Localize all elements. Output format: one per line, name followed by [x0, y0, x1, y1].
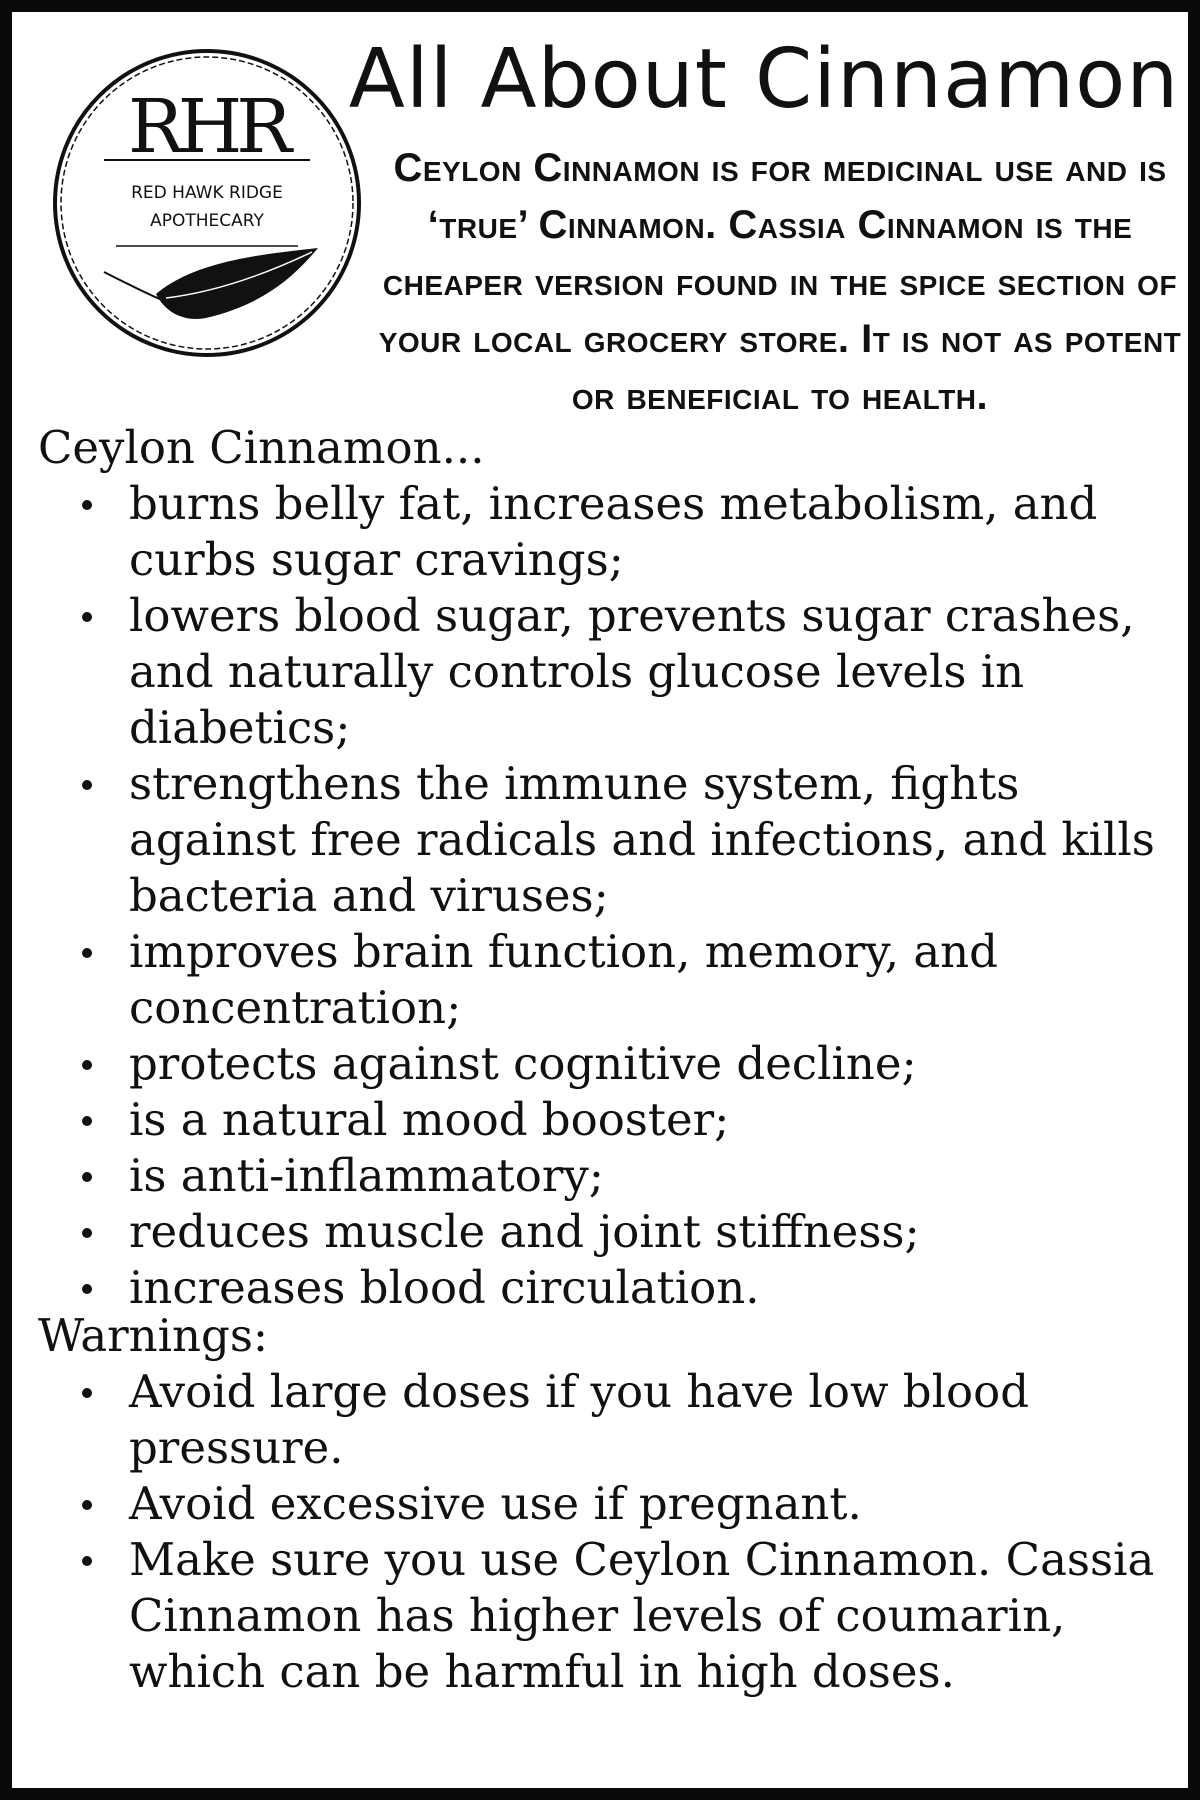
list-item-text: strengthens the immune system, fights against free radicals and infections, and kills bacteria and viruses; [129, 757, 1155, 922]
list-item-text: Make sure you use Ceylon Cinnamon. Cassia Cinnamon has higher levels of coumarin, which can be harmful in high doses. [129, 1533, 1155, 1698]
bullet-icon [82, 500, 92, 510]
list-item-text: Avoid excessive use if pregnant. [129, 1477, 862, 1530]
logo-monogram: RHR [128, 84, 286, 170]
bullet-icon [82, 948, 92, 958]
list-item [38, 756, 1188, 924]
benefits-section [38, 420, 1188, 1316]
bullet-icon [82, 780, 92, 790]
bullet-icon [82, 1284, 92, 1294]
bullet-icon [82, 1116, 92, 1126]
benefits-heading: Ceylon Cinnamon... [38, 421, 485, 474]
page-title: All About Cinnamon [348, 32, 1180, 127]
list-item-text: protects against cognitive decline; [129, 1037, 917, 1090]
bullet-icon [82, 1172, 92, 1182]
bullet-icon [82, 1500, 92, 1510]
apothecary-logo [46, 42, 368, 364]
list-item-text: increases blood circulation. [129, 1261, 760, 1314]
list-item-text: is anti-inflammatory; [129, 1149, 604, 1202]
bullet-icon [82, 1556, 92, 1566]
list-item [38, 1476, 1188, 1532]
warnings-list [38, 1364, 1188, 1700]
list-item [38, 924, 1188, 1036]
bullet-icon [82, 1388, 92, 1398]
list-item [38, 1148, 1188, 1204]
list-item [38, 1036, 1188, 1092]
bullet-icon [82, 612, 92, 622]
list-item-text: Avoid large doses if you have low blood pressure. [129, 1365, 1029, 1474]
list-item-text: reduces muscle and joint stiffness; [129, 1205, 920, 1258]
feather-icon [104, 248, 318, 319]
list-item-text: improves brain function, memory, and concentration; [129, 925, 998, 1034]
warnings-heading: Warnings: [38, 1309, 269, 1362]
list-item-text: is a natural mood booster; [129, 1093, 730, 1146]
list-item [38, 1532, 1188, 1700]
list-item-text: lowers blood sugar, prevents sugar crashes, and naturally controls glucose levels in diabetics; [129, 589, 1135, 754]
list-item [38, 476, 1188, 588]
list-item-text: burns belly fat, increases metabolism, and curbs sugar cravings; [129, 477, 1098, 586]
logo-name-line2: APOTHECARY [150, 211, 264, 231]
intro-paragraph: Ceylon Cinnamon is for medicinal use and is ‘true’ Cinnamon. Cassia Cinnamon is the cheaper version found in the spice section of your local grocery store. It is not as potent or beneficial to health. [378, 146, 1182, 418]
warnings-section [38, 1308, 1188, 1700]
logo-emblem [46, 42, 368, 364]
benefits-list [38, 476, 1188, 1316]
list-item [38, 1092, 1188, 1148]
list-item [38, 588, 1188, 756]
bullet-icon [82, 1060, 92, 1070]
list-item [38, 1364, 1188, 1476]
logo-name-line1: RED HAWK RIDGE [131, 183, 283, 203]
bullet-icon [82, 1228, 92, 1238]
list-item [38, 1204, 1188, 1260]
